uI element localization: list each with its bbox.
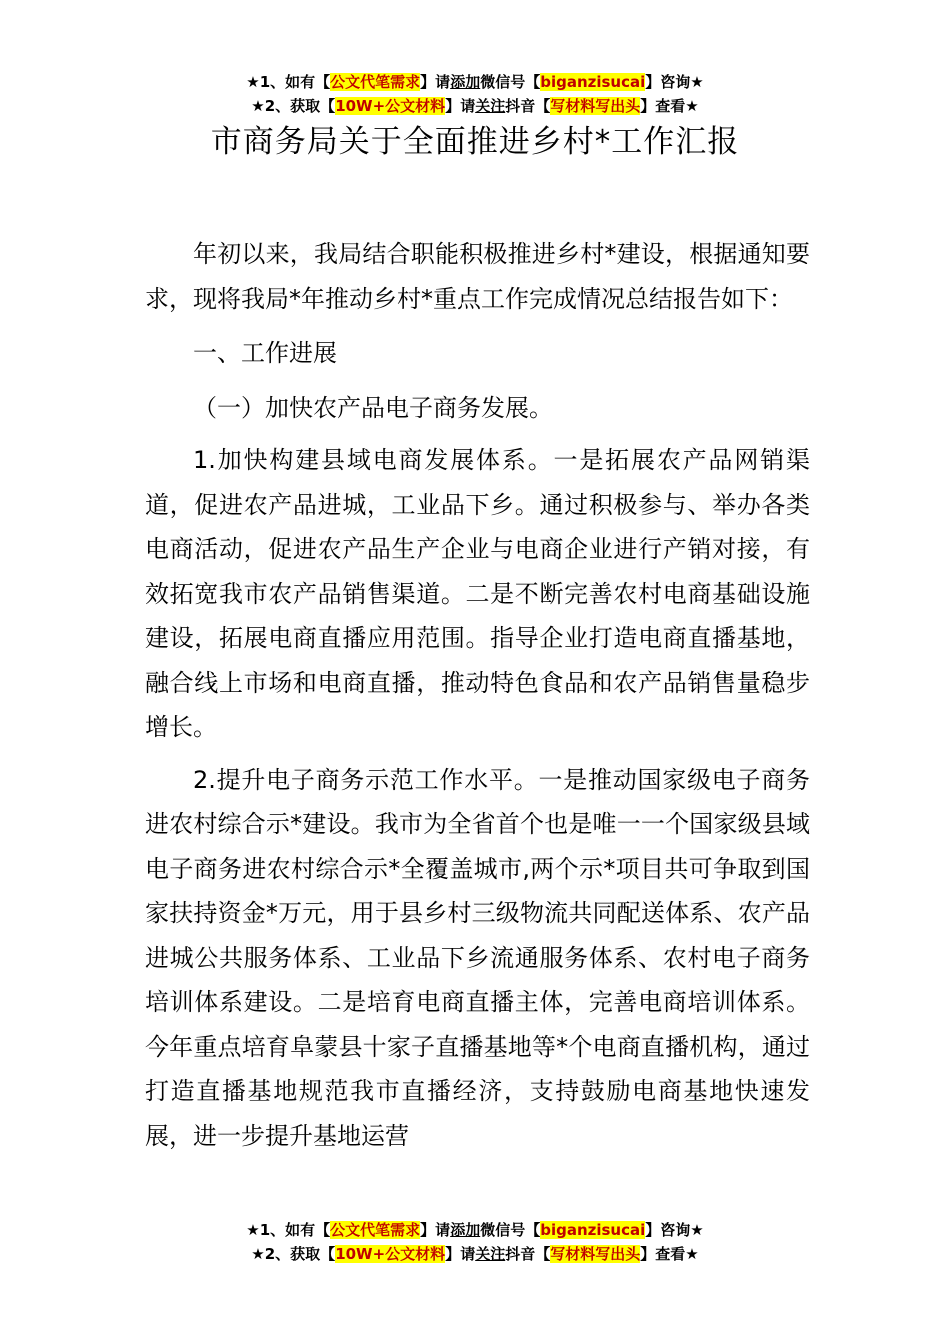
banner-text: 抖音【 <box>505 1245 551 1263</box>
banner-text: 】请 <box>445 97 476 115</box>
banner-highlight: 公文代笔需求 <box>330 73 421 91</box>
banner-line-1 <box>0 70 950 94</box>
subsection-heading: （一）加快农产品电子商务发展。 <box>193 393 553 422</box>
section-heading: 一、工作进展 <box>193 339 337 367</box>
banner-text: 微信号【 <box>480 73 541 91</box>
banner-text: 微信号【 <box>480 1221 541 1239</box>
banner-text: ★1、如有【 <box>246 1221 331 1239</box>
body-paragraph: 1.加快构建县域电商发展体系。一是拓展农产品网销渠道，促进农产品进城，工业品下乡。通过积极参与、举办各类电商活动，促进农产品生产企业与电商企业进行产销对接，有效拓宽我市农产品销售渠道。二是不断完善农村电商基础设施建设，拓展电商直播应用范围。指导企业打造电商直播基地，融合线上市场和电商直播，推动特色食品和农产品销售量稳步增长。 <box>145 446 810 741</box>
banner-highlight: 10W+公文材料 <box>335 97 446 115</box>
footer-banner <box>0 1218 950 1266</box>
banner-highlight: 写材料写出头 <box>550 97 641 115</box>
banner-underlined-text: 添加 <box>450 1221 481 1239</box>
banner-underlined-text: 添加 <box>450 73 481 91</box>
banner-underlined-text: 关注 <box>475 1245 506 1263</box>
intro-paragraph: 年初以来，我局结合职能积极推进乡村*建设，根据通知要求，现将我局*年推动乡村*重点工作完成情况总结报告如下： <box>145 240 810 313</box>
document-title: 市商务局关于全面推进乡村*工作汇报 <box>210 124 740 160</box>
banner-text: 】请 <box>445 1245 476 1263</box>
banner-text: 】查看★ <box>640 1245 699 1263</box>
body-paragraph: 2.提升电子商务示范工作水平。一是推动国家级电子商务进农村综合示*建设。我市为全省首个也是唯一一个国家级县域电子商务进农村综合示*全覆盖城市,两个示*项目共可争取到国家扶持资金*万元，用于县乡村三级物流共同配送体系、农产品进城公共服务体系、工业品下乡流通服务体系、农村电子商务培训体系建设。二是培育电商直播主体，完善电商培训体系。今年重点培育阜蒙县十家子直播基地等*个电商直播机构，通过打造直播基地规范我市直播经济，支持鼓励电商基地快速发展，进一步提升基地运营 <box>145 765 810 1150</box>
banner-highlight: 公文代笔需求 <box>330 1221 421 1239</box>
banner-highlight: biganzisucai <box>540 73 646 91</box>
banner-text: 抖音【 <box>505 97 551 115</box>
banner-highlight: 写材料写出头 <box>550 1245 641 1263</box>
banner-text: ★1、如有【 <box>246 73 331 91</box>
banner-text: ★2、获取【 <box>251 97 336 115</box>
banner-text: ★2、获取【 <box>251 1245 336 1263</box>
document-body <box>145 232 810 1158</box>
banner-line-1 <box>0 1218 950 1242</box>
banner-highlight: biganzisucai <box>540 1221 646 1239</box>
banner-text: 】查看★ <box>640 97 699 115</box>
banner-highlight: 10W+公文材料 <box>335 1245 446 1263</box>
banner-text: 】咨询★ <box>645 1221 704 1239</box>
banner-text: 】请 <box>420 1221 451 1239</box>
banner-line-2 <box>0 94 950 118</box>
banner-line-2 <box>0 1242 950 1266</box>
banner-underlined-text: 关注 <box>475 97 506 115</box>
banner-text: 】请 <box>420 73 451 91</box>
banner-text: 】咨询★ <box>645 73 704 91</box>
header-banner <box>0 70 950 118</box>
